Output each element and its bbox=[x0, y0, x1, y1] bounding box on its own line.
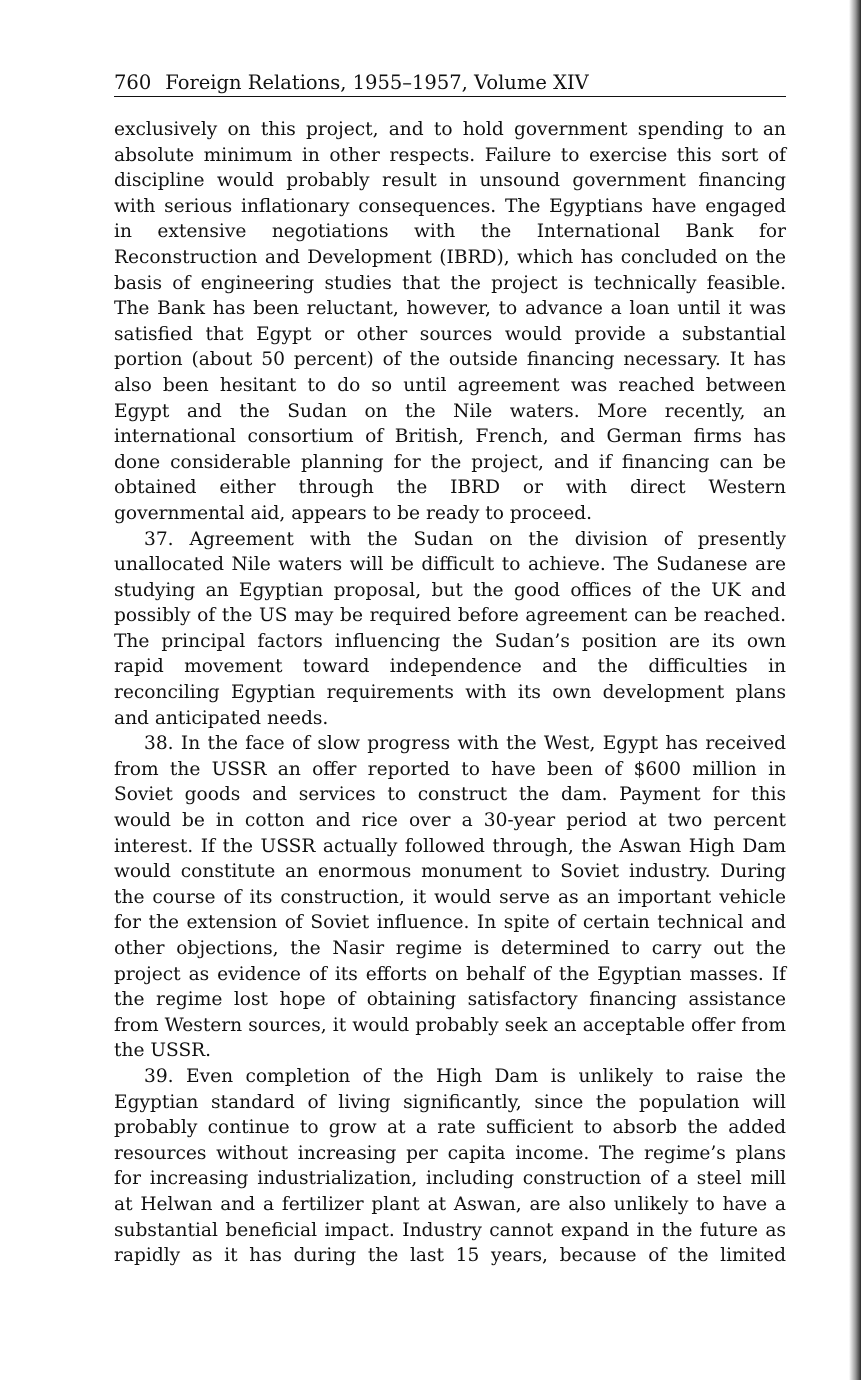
running-title: Foreign Relations, 1955–1957, Volume XIV bbox=[165, 71, 589, 94]
paragraph-continuation: exclusively on this project, and to hold government spending to an absolute minimum in other respects. Failure to exercise this sort of discipline would probably result in unsound government financing with serious inflationary consequences. The Egyptians have engaged in extensive negotiations with the International Bank for Reconstruction and Development (IBRD), which has concluded on the basis of engineering studies that the project is technically feasible. The Bank has been reluctant, however, to advance a loan until it was satisfied that Egypt or other sources would provide a substantial portion (about 50 percent) of the outside financing necessary. It has also been hesitant to do so until agreement was reached between Egypt and the Sudan on the Nile waters. More recently, an international consortium of British, French, and German firms has done considerable planning for the project, and if financing can be obtained either through the IBRD or with direct Western governmental aid, appears to be ready to proceed. bbox=[114, 119, 786, 524]
paragraph-39: 39. Even completion of the High Dam is unlikely to raise the Egyptian standard of living significantly, since the population will probably continue to grow at a rate sufficient to absorb the added resources without increasing per capita income. The regime’s plans for increasing industrialization, including construction of a steel mill at Helwan and a fertilizer plant at Aswan, are also unlikely to have a substantial beneficial impact. Industry cannot expand in the future as rapidly as it has during the last 15 years, because of the limited bbox=[114, 1065, 786, 1267]
document-body bbox=[114, 117, 786, 1269]
paragraph-37: 37. Agreement with the Sudan on the division of presently unallocated Nile waters will be difficult to achieve. The Sudanese are studying an Egyptian proposal, but the good offices of the UK and possibly of the US may be required before agreement can be reached. The principal factors influencing the Sudan’s position are its own rapid movement toward independence and the difficulties in reconciling Egyptian requirements with its own development plans and anticipated needs. bbox=[114, 528, 786, 729]
paragraph-38: 38. In the face of slow progress with the West, Egypt has received from the USSR an offer reported to have been of $600 million in Soviet goods and services to construct the dam. Payment for this would be in cotton and rice over a 30-year period at two percent interest. If the USSR actually followed through, the Aswan High Dam would constitute an enormous monument to Soviet industry. During the course of its construction, it would serve as an important vehicle for the extension of Soviet influence. In spite of certain technical and other objections, the Nasir regime is determined to carry out the project as evidence of its efforts on behalf of the Egyptian masses. If the regime lost hope of obtaining satisfactory financing assistance from Western sources, it would probably seek an acceptable offer from the USSR. bbox=[114, 733, 786, 1062]
page-edge-shadow bbox=[849, 0, 861, 1380]
page-number: 760 bbox=[114, 71, 152, 94]
running-header bbox=[114, 70, 786, 97]
